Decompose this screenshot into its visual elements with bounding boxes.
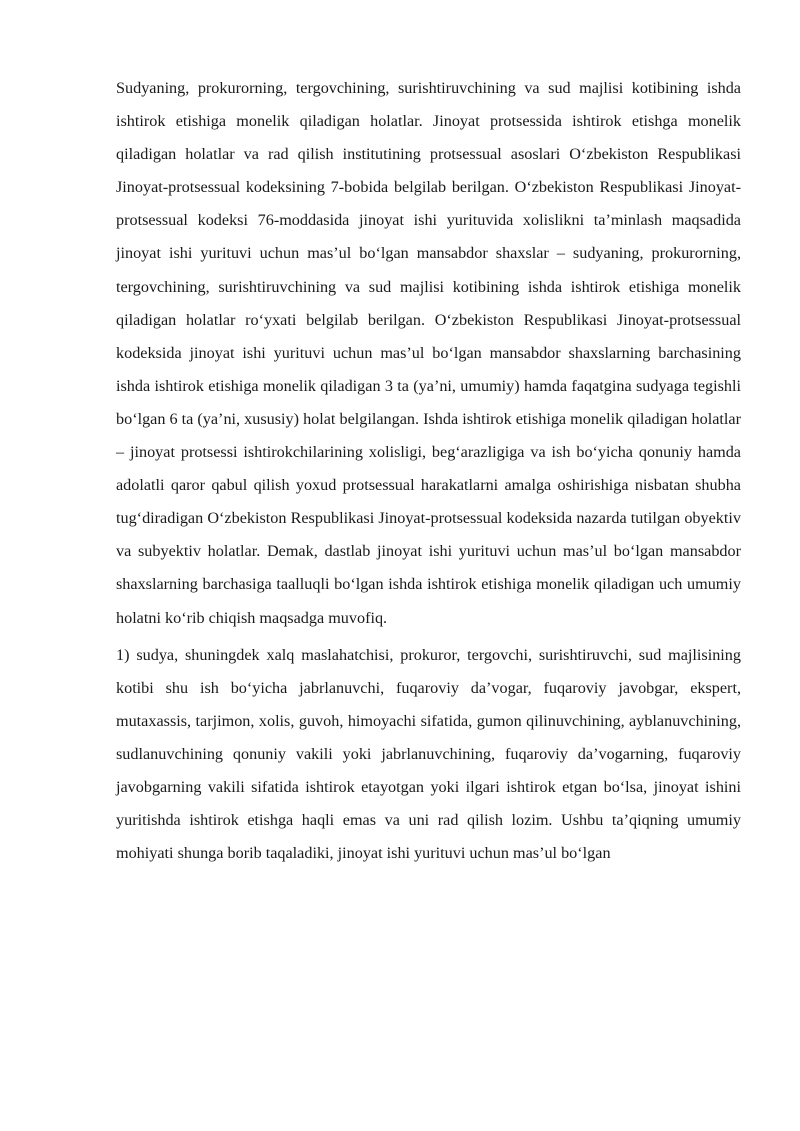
document-page [116, 72, 741, 870]
body-paragraph: Sudyaning, prokurorning, tergovchining, surishtiruvchining va sud majlisi kotibining ishda ishtirok etishiga monelik qiladigan holatlar. Jinoyat protsessida ishtirok etishga monelik qiladigan holatlar va rad qilish institutining protsessual asoslari O‘zbekiston Respublikasi Jinoyat-protsessual kodeksining 7-bobida belgilab berilgan. O‘zbekiston Respublikasi Jinoyat-protsessual kodeksi 76-moddasida jinoyat ishi yurituvida xolislikni ta’minlash maqsadida jinoyat ishi yurituvi uchun mas’ul bo‘lgan mansabdor shaxslar – sudyaning, prokurorning, tergovchining, surishtiruvchining va sud majlisi kotibining ishda ishtirok etishiga monelik qiladigan holatlar ro‘yxati belgilab berilgan. O‘zbekiston Respublikasi Jinoyat-protsessual kodeksida jinoyat ishi yurituvi uchun mas’ul bo‘lgan mansabdor shaxslarning barchasining ishda ishtirok etishiga monelik qiladigan 3 ta (ya’ni, umumiy) hamda faqatgina sudyaga tegishli bo‘lgan 6 ta (ya’ni, xususiy) holat belgilangan. Ishda ishtirok etishiga monelik qiladigan holatlar – jinoyat protsessi ishtirokchilarining xolisligi, beg‘arazligiga va ish bo‘yicha qonuniy hamda adolatli qaror qabul qilish yoxud protsessual harakatlarni amalga oshirishiga nisbatan shubha tug‘diradigan O‘zbekiston Respublikasi Jinoyat-protsessual kodeksida nazarda tutilgan obyektiv va subyektiv holatlar. Demak, dastlab jinoyat ishi yurituvi uchun mas’ul bo‘lgan mansabdor shaxslarning barchasiga taalluqli bo‘lgan ishda ishtirok etishiga monelik qiladigan uch umumiy holatni ko‘rib chiqish maqsadga muvofiq. [116, 79, 741, 627]
body-paragraph: 1) sudya, shuningdek xalq maslahatchisi, prokuror, tergovchi, surishtiruvchi, sud majlisining kotibi shu ish bo‘yicha jabrlanuvchi, fuqaroviy da’vogar, fuqaroviy javobgar, ekspert, mutaxassis, tarjimon, xolis, guvoh, himoyachi sifatida, gumon qilinuvchining, ayblanuvchining, sudlanuvchining qonuniy vakili yoki jabrlanuvchining, fuqaroviy da’vogarning, fuqaroviy javobgarning vakili sifatida ishtirok etayotgan yoki ilgari ishtirok etgan bo‘lsa, jinoyat ishini yuritishda ishtirok etishga haqli emas va uni rad qilish lozim. Ushbu ta’qiqning umumiy mohiyati shunga borib taqaladiki, jinoyat ishi yurituvi uchun mas’ul bo‘lgan [116, 645, 741, 863]
